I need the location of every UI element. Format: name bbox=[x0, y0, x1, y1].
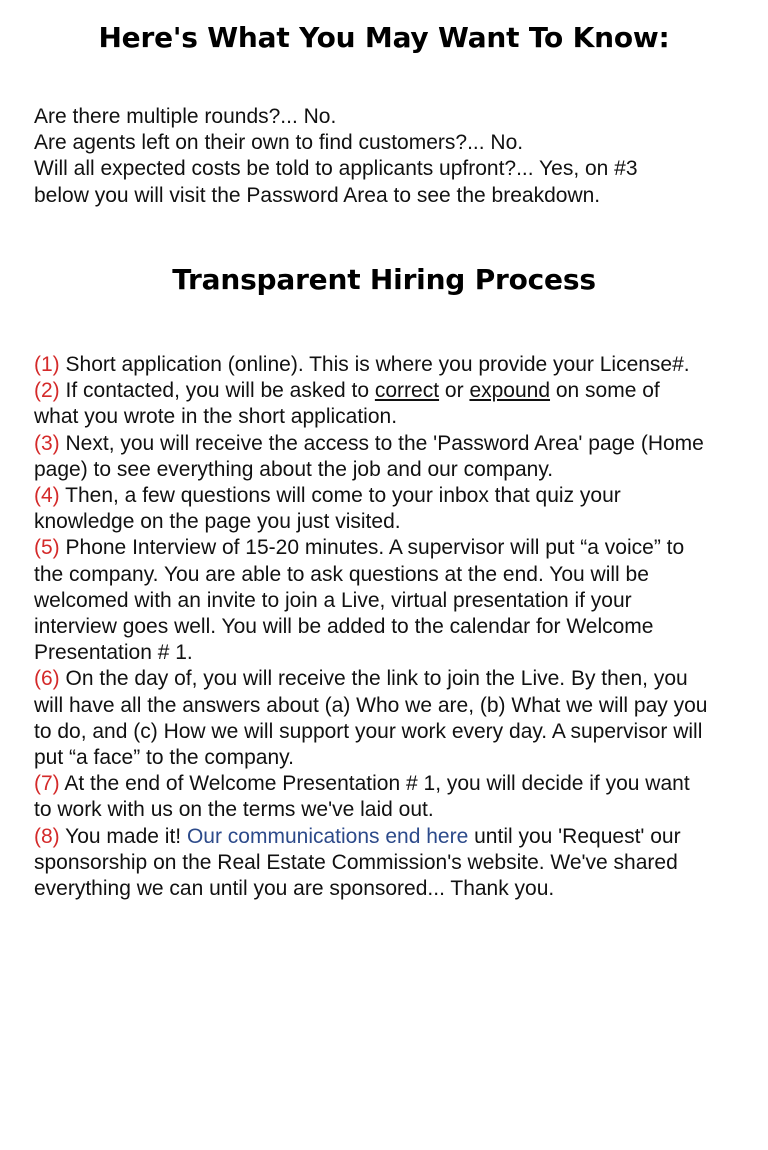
step-text: Presentation # 1. bbox=[34, 641, 193, 665]
process-heading: Transparent Hiring Process bbox=[172, 263, 596, 296]
faq-heading: Here's What You May Want To Know: bbox=[98, 21, 670, 54]
step-number: (8) bbox=[34, 824, 60, 848]
step-text: Then, a few questions will come to your inbox that quiz your bbox=[65, 484, 621, 508]
step-number: (5) bbox=[34, 536, 60, 560]
step-number: (4) bbox=[34, 484, 60, 508]
step-number: (2) bbox=[34, 379, 60, 403]
faq-line: Will all expected costs be told to applicants upfront?... Yes, on #3 bbox=[34, 157, 638, 181]
step-number: (1) bbox=[34, 353, 60, 376]
step-text: Next, you will receive the access to the 'Password Area' page (Home bbox=[65, 431, 704, 455]
step-text: put “a face” to the company. bbox=[34, 746, 294, 770]
step-8 bbox=[34, 824, 739, 850]
expound-link[interactable]: expound bbox=[469, 379, 551, 403]
step-6 bbox=[34, 666, 739, 692]
hiring-steps-list bbox=[34, 352, 739, 902]
step-text: everything we can until you are sponsored... Thank you. bbox=[34, 877, 555, 901]
step-text: to do, and (c) How we will support your work every day. A supervisor will bbox=[34, 719, 703, 743]
step-3 bbox=[34, 431, 739, 457]
step-text: Short application (online). This is where you provide your License#. bbox=[65, 353, 690, 376]
communications-end-link[interactable]: Our communications end here bbox=[186, 824, 469, 848]
step-7 bbox=[34, 771, 739, 797]
step-1 bbox=[34, 352, 739, 378]
step-text: interview goes well. You will be added to the calendar for Welcome bbox=[34, 615, 654, 639]
step-text: If contacted, you will be asked to bbox=[65, 379, 370, 403]
step-text: Phone Interview of 15-20 minutes. A supervisor will put “a voice” to bbox=[65, 536, 685, 560]
step-text: to work with us on the terms we've laid out. bbox=[34, 798, 434, 822]
step-text: the company. You are able to ask questions at the end. You will be bbox=[34, 562, 649, 586]
faq-line: Are agents left on their own to find customers?... No. bbox=[34, 131, 524, 155]
step-5 bbox=[34, 535, 739, 561]
step-text: until you 'Request' our bbox=[474, 824, 681, 848]
step-text: what you wrote in the short application. bbox=[34, 405, 398, 429]
step-number: (3) bbox=[34, 431, 60, 455]
step-text: knowledge on the page you just visited. bbox=[34, 510, 401, 534]
step-text: welcomed with an invite to join a Live, virtual presentation if your bbox=[34, 588, 632, 612]
step-text: page) to see everything about the job and our company. bbox=[34, 457, 554, 481]
correct-link[interactable]: correct bbox=[374, 379, 440, 403]
step-text: On the day of, you will receive the link to join the Live. By then, you bbox=[65, 667, 688, 691]
step-number: (6) bbox=[34, 667, 60, 691]
step-4 bbox=[34, 483, 739, 509]
faq-line: Are there multiple rounds?... No. bbox=[34, 105, 337, 128]
faq-list bbox=[34, 104, 739, 209]
step-2 bbox=[34, 378, 739, 404]
step-number: (7) bbox=[34, 772, 60, 796]
step-text: You made it! bbox=[65, 824, 182, 848]
step-text: on some of bbox=[555, 379, 660, 403]
step-text: At the end of Welcome Presentation # 1, you will decide if you want bbox=[64, 772, 690, 796]
step-text: sponsorship on the Real Estate Commission's website. We've shared bbox=[34, 850, 678, 874]
faq-line: below you will visit the Password Area to see the breakdown. bbox=[34, 183, 601, 207]
step-text: will have all the answers about (a) Who we are, (b) What we will pay you bbox=[34, 693, 708, 717]
step-text: or bbox=[444, 379, 464, 403]
